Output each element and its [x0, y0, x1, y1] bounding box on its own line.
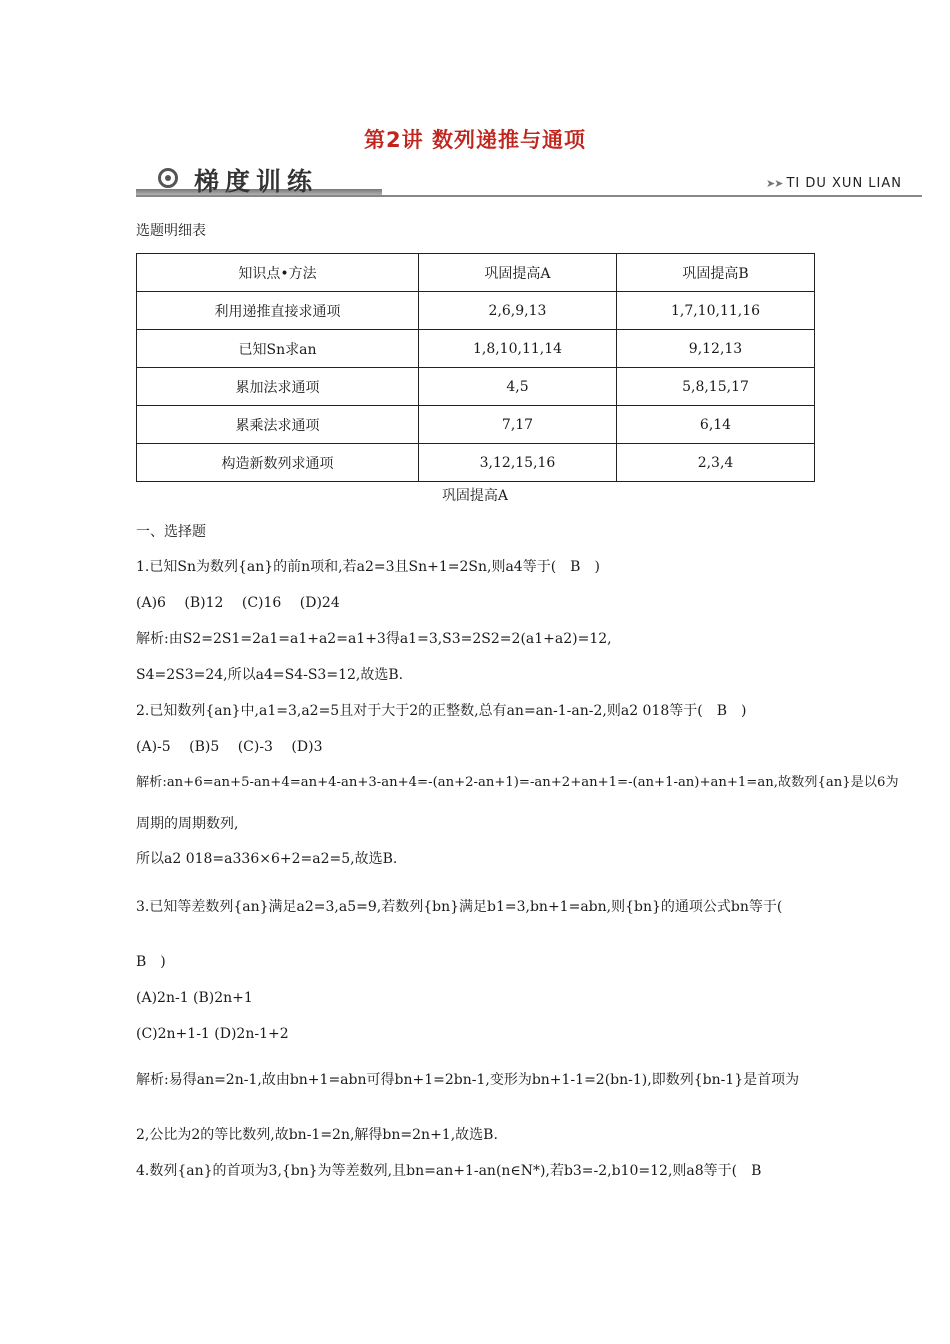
double-arrow-icon: ➤➤ [766, 177, 783, 190]
table-cell: 累乘法求通项 [137, 406, 419, 444]
table-cell: 构造新数列求通项 [137, 444, 419, 482]
table-header-row [137, 254, 815, 292]
table-row [137, 444, 815, 482]
table-header: 知识点•方法 [137, 254, 419, 292]
table-cell: 4,5 [419, 368, 617, 406]
table-row [137, 330, 815, 368]
q3-answer: B ) [136, 954, 166, 970]
q3-options-line1: (A)2n-1 (B)2n+1 [136, 990, 253, 1006]
q1-stem: 1.已知Sn为数列{an}的前n项和,若a2=3且Sn+1=2Sn,则a4等于( B ) [136, 559, 600, 575]
table-cell: 累加法求通项 [137, 368, 419, 406]
part-title: 一、选择题 [136, 524, 206, 540]
table-row [137, 292, 815, 330]
q1-options: (A)6 (B)12 (C)16 (D)24 [136, 595, 340, 611]
banner-label: 梯度训练 [194, 167, 319, 196]
topic-table [136, 253, 815, 482]
table-row [137, 406, 815, 444]
table-cell: 5,8,15,17 [617, 368, 815, 406]
table-cell: 已知Sn求an [137, 330, 419, 368]
banner-english [766, 176, 902, 191]
q3-solution-line2: 2,公比为2的等比数列,故bn-1=2n,解得bn=2n+1,故选B. [136, 1127, 498, 1143]
q2-solution-line1: 解析:an+6=an+5-an+4=an+4-an+3-an+4=-(an+2-an+1)=-an+2+an+1=-(an+1-an)+an+1=an,故数列{an}是以6为 [136, 775, 899, 790]
q2-solution-line2: 周期的周期数列, [136, 816, 239, 832]
q3-stem: 3.已知等差数列{an}满足a2=3,a5=9,若数列{bn}满足b1=3,bn+1=abn,则{bn}的通项公式bn等于( [136, 899, 783, 915]
q4-stem: 4.数列{an}的首项为3,{bn}为等差数列,且bn=an+1-an(n∈N*),若b3=-2,b10=12,则a8等于( B [136, 1163, 762, 1179]
table-caption: 选题明细表 [136, 223, 206, 239]
q3-options-line2: (C)2n+1-1 (D)2n-1+2 [136, 1026, 289, 1042]
table-cell: 3,12,15,16 [419, 444, 617, 482]
q2-stem: 2.已知数列{an}中,a1=3,a2=5且对于大于2的正整数,总有an=an-1-an-2,则a2 018等于( B ) [136, 703, 747, 719]
table-row [137, 368, 815, 406]
table-header: 巩固提高A [419, 254, 617, 292]
target-icon [158, 168, 178, 188]
q2-options: (A)-5 (B)5 (C)-3 (D)3 [136, 739, 323, 755]
q1-solution-line2: S4=2S3=24,所以a4=S4-S3=12,故选B. [136, 667, 404, 683]
q2-solution-line3: 所以a2 018=a336×6+2=a2=5,故选B. [136, 851, 398, 867]
table-cell: 9,12,13 [617, 330, 815, 368]
section-banner [136, 160, 922, 200]
q3-solution-line1: 解析:易得an=2n-1,故由bn+1=abn可得bn+1=2bn-1,变形为bn+1-1=2(bn-1),即数列{bn-1}是首项为 [136, 1072, 800, 1088]
table-cell: 6,14 [617, 406, 815, 444]
table-cell: 利用递推直接求通项 [137, 292, 419, 330]
table-cell: 2,6,9,13 [419, 292, 617, 330]
table-cell: 2,3,4 [617, 444, 815, 482]
section-title: 巩固提高A [441, 488, 509, 504]
table-header: 巩固提高B [617, 254, 815, 292]
banner-english-text: TI DU XUN LIAN [786, 176, 902, 191]
table-cell: 1,7,10,11,16 [617, 292, 815, 330]
page-title: 第2讲 数列递推与通项 [364, 128, 586, 152]
table-cell: 1,8,10,11,14 [419, 330, 617, 368]
table-cell: 7,17 [419, 406, 617, 444]
q1-solution-line1: 解析:由S2=2S1=2a1=a1+a2=a1+3得a1=3,S3=2S2=2(a1+a2)=12, [136, 631, 612, 647]
